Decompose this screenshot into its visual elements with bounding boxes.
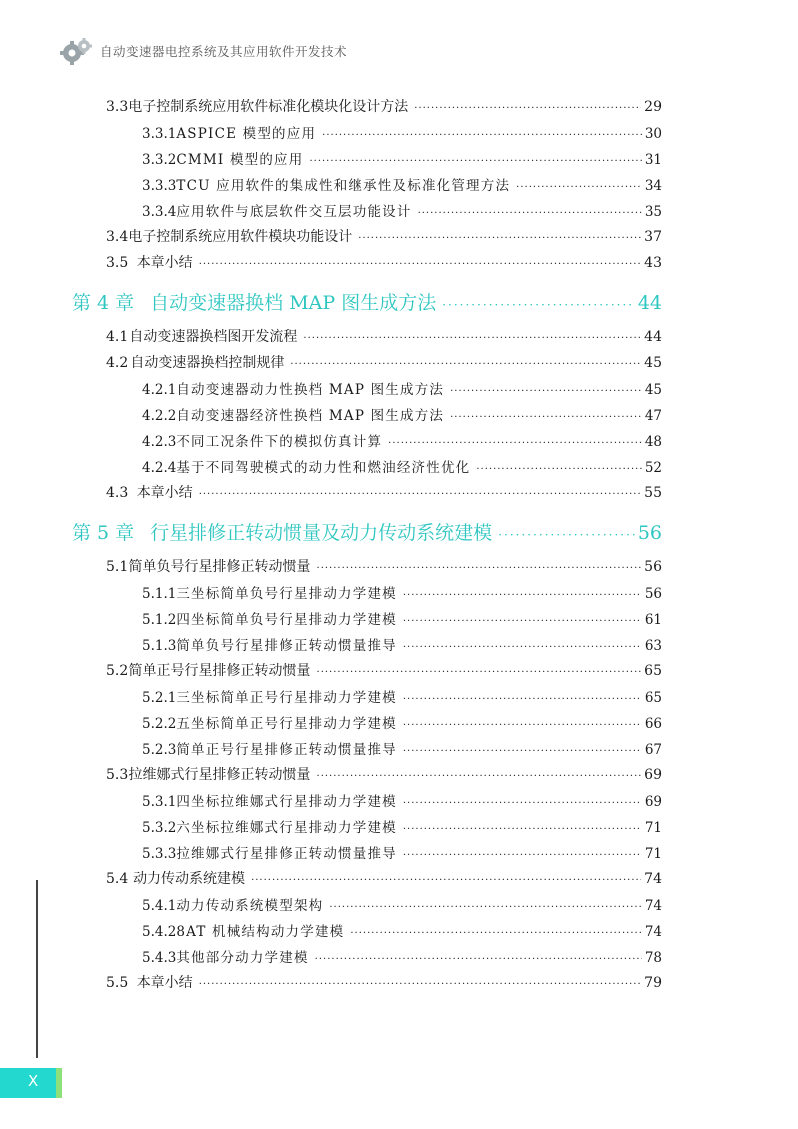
dot-leader bbox=[199, 979, 641, 990]
toc-entry-page: 30 bbox=[644, 126, 662, 142]
toc-entry-number: 5.4.2 bbox=[142, 924, 177, 940]
toc-entry[interactable] bbox=[142, 608, 662, 628]
toc-entry-title: 三坐标简单正号行星排动力学建模 bbox=[176, 690, 397, 706]
toc-entry-title: 拉维娜式行星排修正转动惯量推导 bbox=[176, 846, 397, 862]
toc-entry-title: 三坐标简单负号行星排动力学建模 bbox=[176, 586, 397, 602]
toc-entry-title: 简单正号行星排修正转动惯量 bbox=[128, 663, 311, 679]
toc-entry-page: 63 bbox=[644, 638, 662, 654]
toc-entry[interactable] bbox=[142, 686, 662, 706]
dot-leader bbox=[303, 333, 641, 344]
toc-entry-title: 简单负号行星排修正转动惯量推导 bbox=[176, 638, 397, 654]
dot-leader bbox=[317, 563, 642, 574]
toc-entry-number: 4.2.1 bbox=[142, 382, 177, 398]
toc-entry-page: 48 bbox=[644, 434, 662, 450]
toc-entry-number: 第 4 章 bbox=[72, 292, 135, 314]
toc-entry-title: 基于不同驾驶模式的动力性和燃油经济性优化 bbox=[176, 460, 471, 476]
toc-entry-title: 其他部分动力学建模 bbox=[176, 950, 309, 966]
dot-leader bbox=[322, 130, 642, 141]
toc-entry-number: 5.3.2 bbox=[142, 820, 177, 836]
toc-chapter-entry[interactable] bbox=[72, 518, 662, 545]
toc-entry-number: 4.1 bbox=[106, 329, 129, 345]
toc-entry-page: 74 bbox=[644, 898, 662, 914]
toc-entry-number: 5.2.3 bbox=[142, 742, 177, 758]
dot-leader bbox=[317, 771, 642, 782]
toc-entry-page: 79 bbox=[644, 975, 662, 991]
toc-entry[interactable] bbox=[106, 482, 662, 502]
toc-entry-page: 56 bbox=[637, 522, 662, 544]
toc-entry[interactable] bbox=[142, 404, 662, 424]
dot-leader bbox=[403, 824, 642, 835]
toc-entry-page: 74 bbox=[644, 924, 662, 940]
dot-leader bbox=[403, 746, 642, 757]
toc-entry-page: 47 bbox=[644, 408, 662, 424]
toc-entry[interactable] bbox=[142, 200, 662, 220]
dot-leader bbox=[358, 233, 641, 244]
toc-entry-title: ASPICE 模型的应用 bbox=[176, 126, 317, 142]
toc-entry-page: 44 bbox=[637, 292, 662, 314]
toc-entry-title: 不同工况条件下的模拟仿真计算 bbox=[176, 434, 383, 450]
toc-entry-title: 自动变速器经济性换档 MAP 图生成方法 bbox=[176, 408, 445, 424]
toc-entry[interactable] bbox=[142, 712, 662, 732]
dot-leader bbox=[350, 928, 641, 939]
toc-entry-number: 5.4.3 bbox=[142, 950, 177, 966]
toc-entry-title: 动力传动系统建模 bbox=[133, 871, 246, 887]
toc-entry[interactable] bbox=[142, 430, 662, 450]
page-number: X bbox=[28, 1072, 39, 1090]
toc-entry[interactable] bbox=[142, 816, 662, 836]
toc-entry[interactable] bbox=[142, 456, 662, 476]
toc-entry-title: 简单正号行星排修正转动惯量推导 bbox=[176, 742, 397, 758]
toc-entry-title: 自动变速器换档图开发流程 bbox=[129, 329, 298, 345]
toc-entry-page: 74 bbox=[644, 871, 662, 887]
dot-leader bbox=[450, 412, 642, 423]
toc-entry-title: 简单负号行星排修正转动惯量 bbox=[128, 559, 311, 575]
toc-entry-page: 78 bbox=[644, 950, 662, 966]
toc-entry[interactable] bbox=[142, 174, 662, 194]
toc-entry[interactable] bbox=[106, 868, 662, 888]
toc-entry-title: 行星排修正转动惯量及动力传动系统建模 bbox=[150, 522, 493, 544]
toc-entry-page: 56 bbox=[644, 586, 662, 602]
toc-entry-number: 5.4.1 bbox=[142, 898, 177, 914]
toc-entry[interactable] bbox=[106, 556, 662, 576]
toc-entry-page: 43 bbox=[644, 255, 662, 271]
toc-entry-number: 3.5 bbox=[106, 255, 129, 271]
toc-entry-title: 自动变速器换档控制规律 bbox=[130, 355, 285, 371]
toc-entry-number: 5.1.1 bbox=[142, 586, 177, 602]
toc-entry-title: 自动变速器动力性换档 MAP 图生成方法 bbox=[176, 382, 445, 398]
toc-entry[interactable] bbox=[142, 790, 662, 810]
toc-entry[interactable] bbox=[106, 226, 662, 246]
toc-entry-number: 5.4 bbox=[106, 871, 129, 887]
toc-entry-number: 5.1 bbox=[106, 559, 129, 575]
toc-entry-page: 37 bbox=[644, 229, 662, 245]
toc-entry-page: 55 bbox=[644, 485, 662, 501]
toc-entry-number: 5.1.3 bbox=[142, 638, 177, 654]
dot-leader bbox=[388, 438, 642, 449]
toc-entry-title: 本章小结 bbox=[136, 975, 193, 991]
toc-entry-number: 4.2.3 bbox=[142, 434, 177, 450]
toc-entry-number: 4.2 bbox=[106, 355, 129, 371]
toc-entry-number: 3.3.2 bbox=[142, 152, 177, 168]
toc-entry-title: 动力传动系统模型架构 bbox=[176, 898, 324, 914]
toc-entry[interactable] bbox=[106, 972, 662, 992]
book-title: 自动变速器电控系统及其应用软件开发技术 bbox=[100, 44, 348, 59]
toc-entry-title: 本章小结 bbox=[136, 485, 193, 501]
toc-entry-number: 5.3.3 bbox=[142, 846, 177, 862]
toc-entry-page: 56 bbox=[644, 559, 662, 575]
toc-entry-page: 67 bbox=[644, 742, 662, 758]
toc-entry-page: 44 bbox=[644, 329, 662, 345]
toc-entry[interactable] bbox=[106, 764, 662, 784]
dot-leader bbox=[403, 616, 642, 627]
toc-entry-page: 45 bbox=[644, 355, 662, 371]
dot-leader bbox=[498, 528, 635, 542]
toc-entry-number: 3.3.1 bbox=[142, 126, 177, 142]
toc-entry-number: 5.2.2 bbox=[142, 716, 177, 732]
toc-entry-page: 31 bbox=[644, 152, 662, 168]
dot-leader bbox=[418, 208, 642, 219]
toc-entry-title: 拉维娜式行星排修正转动惯量 bbox=[128, 767, 311, 783]
toc-entry[interactable] bbox=[106, 252, 662, 272]
toc-entry[interactable] bbox=[142, 148, 662, 168]
toc-entry-title: 五坐标简单正号行星排动力学建模 bbox=[176, 716, 397, 732]
dot-leader bbox=[403, 590, 642, 601]
dot-leader bbox=[199, 259, 641, 270]
dot-leader bbox=[516, 182, 642, 193]
toc-entry-number: 3.3.4 bbox=[142, 204, 177, 220]
toc-entry[interactable] bbox=[142, 378, 662, 398]
toc-entry-page: 71 bbox=[644, 846, 662, 862]
toc-entry-number: 3.3 bbox=[106, 99, 129, 115]
dot-leader bbox=[251, 875, 641, 886]
dot-leader bbox=[315, 954, 642, 965]
toc-entry-page: 35 bbox=[644, 204, 662, 220]
toc-entry-page: 29 bbox=[644, 99, 662, 115]
dot-leader bbox=[403, 642, 642, 653]
toc-entry-title: 本章小结 bbox=[136, 255, 193, 271]
toc-entry[interactable] bbox=[106, 660, 662, 680]
toc-entry-number: 5.2.1 bbox=[142, 690, 177, 706]
dot-leader bbox=[403, 798, 642, 809]
toc-entry-title: 六坐标拉维娜式行星排动力学建模 bbox=[176, 820, 397, 836]
toc-entry-number: 4.2.4 bbox=[142, 460, 177, 476]
toc-entry-number: 5.1.2 bbox=[142, 612, 177, 628]
toc-entry[interactable] bbox=[142, 894, 662, 914]
dot-leader bbox=[309, 156, 641, 167]
toc-entry[interactable] bbox=[142, 842, 662, 862]
toc-entry[interactable] bbox=[142, 738, 662, 758]
toc-entry-title: 四坐标简单负号行星排动力学建模 bbox=[176, 612, 397, 628]
dot-leader bbox=[450, 386, 642, 397]
dot-leader bbox=[290, 359, 641, 370]
toc-entry-page: 45 bbox=[644, 382, 662, 398]
running-header bbox=[58, 36, 347, 66]
toc-entry-title: TCU 应用软件的集成性和继承性及标准化管理方法 bbox=[176, 178, 511, 194]
toc-entry-title: 四坐标拉维娜式行星排动力学建模 bbox=[176, 794, 397, 810]
dot-leader bbox=[403, 694, 642, 705]
toc-entry-number: 5.3.1 bbox=[142, 794, 177, 810]
toc-entry-page: 34 bbox=[644, 178, 662, 194]
toc-entry[interactable] bbox=[106, 96, 662, 116]
toc-entry-page: 65 bbox=[644, 690, 662, 706]
dot-leader bbox=[414, 103, 641, 114]
toc-entry-page: 71 bbox=[644, 820, 662, 836]
toc-entry[interactable] bbox=[142, 634, 662, 654]
toc-entry[interactable] bbox=[142, 582, 662, 602]
dot-leader bbox=[317, 667, 642, 678]
toc-chapter-entry[interactable] bbox=[72, 288, 662, 315]
dot-leader bbox=[403, 850, 642, 861]
dot-leader bbox=[199, 489, 641, 500]
toc-entry[interactable] bbox=[142, 920, 662, 940]
toc-entry-title: 自动变速器换档 MAP 图生成方法 bbox=[150, 292, 437, 314]
toc-entry-title: 电子控制系统应用软件模块功能设计 bbox=[128, 229, 353, 245]
toc-entry-page: 69 bbox=[644, 767, 662, 783]
toc-entry-title: 8AT 机械结构动力学建模 bbox=[176, 924, 345, 940]
dot-leader bbox=[329, 902, 641, 913]
toc-entry-page: 65 bbox=[644, 663, 662, 679]
toc-entry[interactable] bbox=[106, 352, 662, 372]
toc-entry-number: 4.2.2 bbox=[142, 408, 177, 424]
gears-icon bbox=[58, 36, 94, 66]
toc-entry-number: 5.3 bbox=[106, 767, 129, 783]
dot-leader bbox=[442, 298, 635, 312]
margin-rule bbox=[36, 880, 38, 1058]
toc-entry-number: 3.4 bbox=[106, 229, 129, 245]
toc-entry-number: 4.3 bbox=[106, 485, 129, 501]
toc-entry-title: CMMI 模型的应用 bbox=[176, 152, 304, 168]
toc-entry-page: 69 bbox=[644, 794, 662, 810]
dot-leader bbox=[403, 720, 642, 731]
toc-entry-number: 3.3.3 bbox=[142, 178, 177, 194]
toc-entry[interactable] bbox=[142, 946, 662, 966]
dot-leader bbox=[476, 464, 641, 475]
toc-entry-title: 电子控制系统应用软件标准化模块化设计方法 bbox=[128, 99, 409, 115]
toc-entry-number: 第 5 章 bbox=[72, 522, 135, 544]
toc-entry-number: 5.2 bbox=[106, 663, 129, 679]
toc-entry-page: 61 bbox=[644, 612, 662, 628]
toc-entry-page: 66 bbox=[644, 716, 662, 732]
toc-entry[interactable] bbox=[142, 122, 662, 142]
toc-entry[interactable] bbox=[106, 326, 662, 346]
toc-entry-number: 5.5 bbox=[106, 975, 129, 991]
toc-entry-page: 52 bbox=[644, 460, 662, 476]
toc-entry-title: 应用软件与底层软件交互层功能设计 bbox=[176, 204, 412, 220]
